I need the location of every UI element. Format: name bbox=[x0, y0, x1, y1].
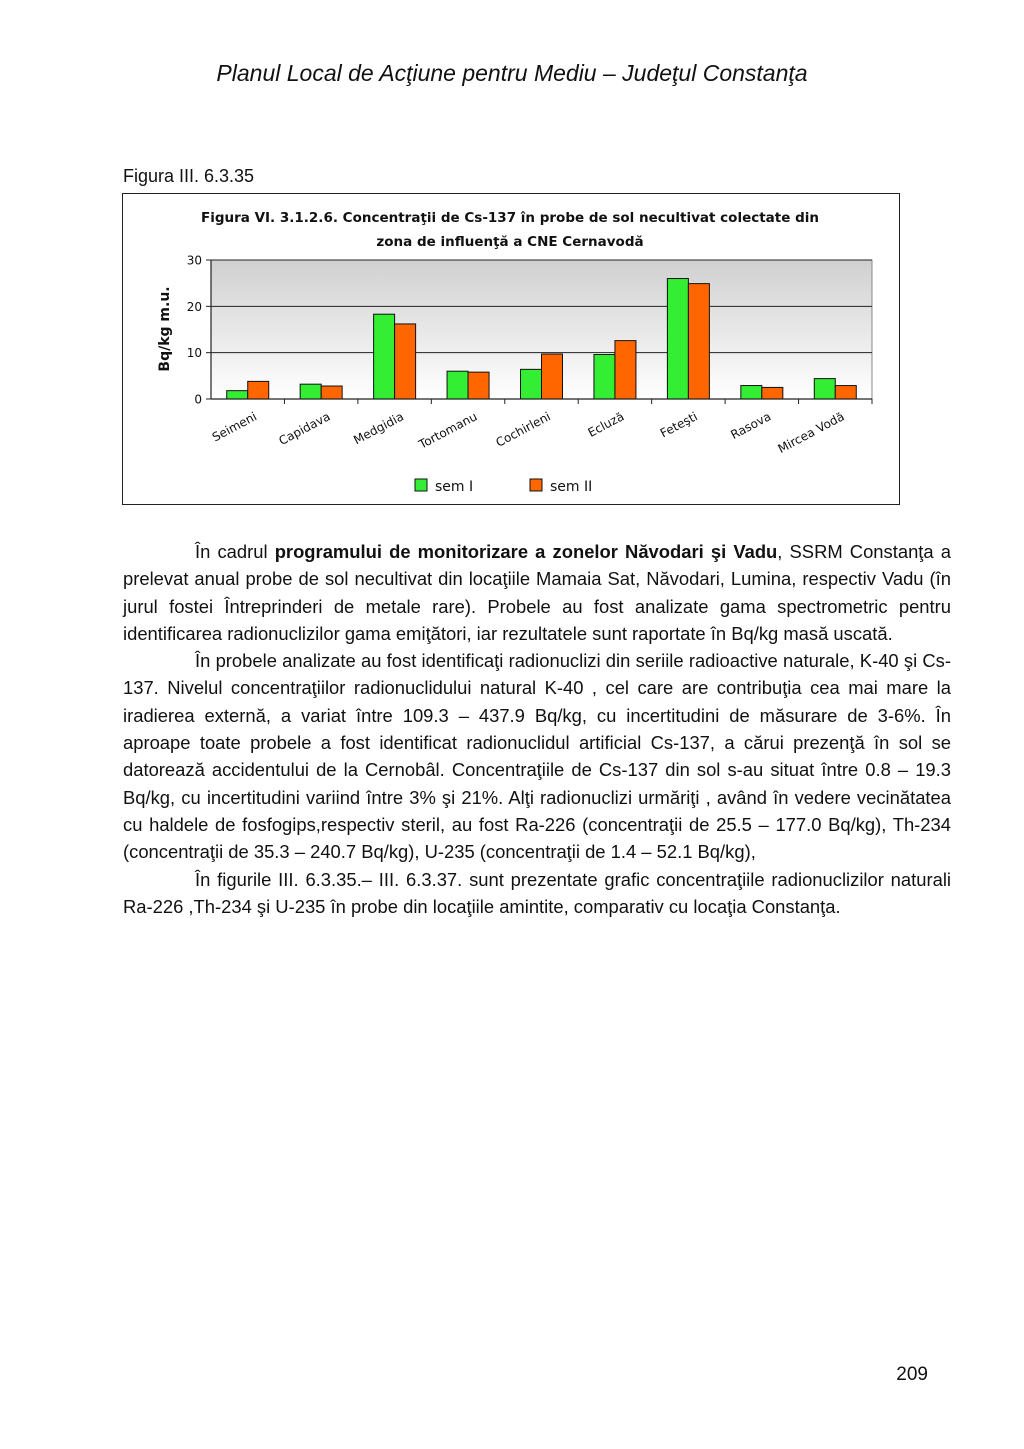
y-tick-labels bbox=[187, 254, 202, 407]
body-text bbox=[123, 538, 951, 920]
paragraph-1-rest: , SSRM Constanţa a prelevat anual probe de sol necultivat din locaţiile Mamaia Sat, Năvodari, Lumina, respectiv Vadu (în jurul fostei Întreprinderi de metale rare). Probele au fost analizate gama spectrometric pentru identificarea radionuclizilor gama emiţători, iar rezultatele sunt raportate în Bq/kg masă uscată. bbox=[123, 541, 951, 644]
bar-sem-II-4 bbox=[542, 354, 563, 399]
bar-sem-II-2 bbox=[395, 324, 416, 399]
x-tick-label-2: Medgidia bbox=[351, 409, 407, 448]
figure-caption: Figura III. 6.3.35 bbox=[123, 166, 255, 186]
x-tick-label-5: Ecluză bbox=[585, 409, 627, 440]
bar-sem-I-2 bbox=[374, 314, 395, 399]
bar-sem-II-7 bbox=[762, 387, 783, 399]
bar-sem-II-5 bbox=[615, 341, 636, 399]
paragraph-3: În figurile III. 6.3.35.– III. 6.3.37. sunt prezentate grafic concentraţiile radionuclizilor naturali Ra-226 ,Th-234 şi U-235 în probe din locaţiile amintite, comparativ cu locaţia Constanţa. bbox=[123, 868, 951, 917]
x-tick-label-3: Tortomanu bbox=[416, 409, 480, 452]
chart-frame bbox=[122, 193, 900, 505]
bar-sem-I-8 bbox=[814, 379, 835, 399]
bar-chart bbox=[123, 194, 899, 504]
x-tick-label-4: Cochirleni bbox=[493, 409, 553, 450]
y-axis-label: Bq/kg m.u. bbox=[157, 286, 173, 372]
bar-sem-II-1 bbox=[321, 386, 342, 399]
legend-swatch-0 bbox=[415, 479, 427, 491]
bar-sem-I-5 bbox=[594, 355, 615, 399]
legend-label-0: sem I bbox=[435, 479, 474, 495]
bar-sem-I-7 bbox=[741, 386, 762, 399]
x-tick-label-7: Rasova bbox=[728, 409, 774, 443]
bar-sem-II-3 bbox=[468, 372, 489, 399]
y-tick-label-1: 10 bbox=[186, 346, 202, 361]
x-tick-label-6: Feteşti bbox=[657, 409, 700, 441]
y-tick-label-2: 20 bbox=[186, 299, 202, 314]
paragraph-2: În probele analizate au fost identificaţi radionuclizi din seriile radioactive naturale, K-40 şi Cs-137. Nivelul concentraţiilor radionuclidului natural K-40 , cel care are contribuţia cea mai mare la iradierea externă, a variat între 109.3 – 437.9 Bq/kg, cu incertitudini de măsurare de 3-6%. În aproape toate probele a fost identificat radionuclidul artificial Cs-137, a cărui prezenţă în sol se datorează accidentului de la Cernobâl. Concentraţiile de Cs-137 din sol s-au situat între 0.8 – 19.3 Bq/kg, cu incertitudini variind între 3% şi 21%. Alţi radionuclizi urmăriţi , având în vedere vecinătatea cu haldele de fosfogips,respectiv steril, au fost Ra-226 (concentraţii de 25.5 – 177.0 Bq/kg), Th-234 (concentraţii de 35.3 – 240.7 Bq/kg), U-235 (concentraţii de 1.4 – 52.1 Bq/kg), bbox=[123, 650, 951, 863]
paragraph-1-start: În cadrul bbox=[195, 541, 275, 562]
page-number: 209 bbox=[896, 1364, 928, 1385]
running-header: Planul Local de Acţiune pentru Mediu – Judeţul Constanţa bbox=[216, 60, 808, 86]
x-tick-labels bbox=[210, 409, 847, 456]
y-tick-label-3: 30 bbox=[186, 253, 202, 268]
bar-sem-I-4 bbox=[521, 369, 542, 399]
chart-title-line2: zona de influenţă a CNE Cernavodă bbox=[376, 234, 644, 250]
x-tick-label-8: Mircea Vodă bbox=[775, 409, 847, 456]
x-tick-label-1: Capidava bbox=[276, 409, 333, 448]
bar-sem-I-6 bbox=[667, 279, 688, 399]
bar-sem-II-0 bbox=[248, 381, 269, 399]
paragraph-1-bold: programului de monitorizare a zonelor Năvodari şi Vadu bbox=[274, 541, 778, 562]
bar-sem-I-1 bbox=[300, 384, 321, 399]
paragraph-1 bbox=[123, 538, 951, 647]
chart-title-line1: Figura VI. 3.1.2.6. Concentraţii de Cs-137 în probe de sol necultivat colectate din bbox=[200, 210, 820, 226]
legend-swatch-1 bbox=[530, 479, 542, 491]
bar-sem-I-3 bbox=[447, 371, 468, 399]
x-tick-label-0: Seimeni bbox=[209, 409, 260, 445]
y-tick-label-0: 0 bbox=[194, 392, 202, 407]
bar-sem-II-8 bbox=[835, 386, 856, 399]
bar-sem-II-6 bbox=[688, 284, 709, 399]
bar-sem-I-0 bbox=[227, 391, 248, 399]
legend-label-1: sem II bbox=[550, 479, 593, 495]
legend bbox=[415, 479, 592, 495]
